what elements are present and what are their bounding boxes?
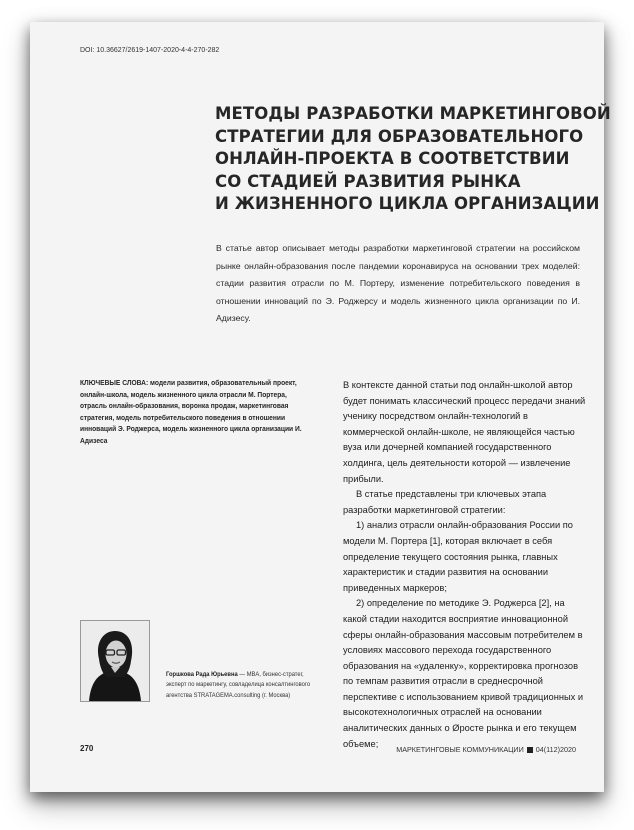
author-bio: — MBA, бизнес-стратег, эксперт по маркетингу, совладелица консалтингового агентства STRATAGEMA.consulting (г. Москва) bbox=[166, 671, 311, 699]
doi-label: DOI: 10.36627/2619-1407-2020-4-4-270-282 bbox=[80, 47, 220, 54]
body-paragraph: 2) определение по методике Э. Роджерса [2], на какой стадии находится восприятие инновационной сферы онлайн-образования массовым потребителем в условиях массового перехода государственного образования на «удаленку», корректировка прогнозов по темпам развития отрасли в среднесрочной перспективе с использованием кривой традиционных и высокотехнологичных отраслей на основании аналитических данных о Øросте рынка и его текущем объеме; bbox=[343, 598, 584, 749]
title-line: СО СТАДИЕЙ РАЗВИТИЯ РЫНКА bbox=[215, 171, 521, 191]
article-abstract: В статье автор описывает методы разработки маркетинговой стратегии на российском рынке онлайн-образования после пандемии коронавируса на основании трех моделей: стадии развития отрасли по М. Портеру, изменение потребительского поведения в отношении инноваций по Э. Роджерсу и модель жизненного цикла организации по И. Адизесу. bbox=[216, 243, 580, 323]
title-line: ОНЛАЙН-ПРОЕКТА В СООТВЕТСТВИИ bbox=[215, 149, 570, 168]
title-line: СТРАТЕГИИ ДЛЯ ОБРАЗОВАТЕЛЬНОГО bbox=[215, 126, 584, 146]
author-portrait-image bbox=[81, 621, 149, 701]
body-paragraph: 1) анализ отрасли онлайн-образования России по модели М. Портера [1], которая включает в себя определение текущего состояния рынка, главных характеристик и стадии развития на основании приведенных маркеров; bbox=[343, 520, 573, 593]
body-paragraph: В контексте данной статьи под онлайн-школой автор будет понимать классический процесс передачи знаний ученику посредством онлайн-технологий в коммерческой онлайн-школе, не являющейся частью вуза или дочерней компанией государственного холдинга, цель деятельности которой — извлечение прибыли. bbox=[343, 380, 586, 484]
body-paragraph: В статье представлены три ключевых этапа разработки маркетинговой стратегии: bbox=[343, 489, 547, 515]
title-line: И ЖИЗНЕННОГО ЦИКЛА ОРГАНИЗАЦИИ bbox=[215, 194, 600, 213]
journal-issue: 04(112)2020 bbox=[535, 745, 576, 754]
page-number: 270 bbox=[80, 744, 94, 753]
square-separator-icon bbox=[527, 747, 533, 753]
journal-footer bbox=[396, 745, 576, 754]
title-line: МЕТОДЫ РАЗРАБОТКИ МАРКЕТИНГОВОЙ bbox=[215, 104, 611, 123]
author-name: Горшкова Рада Юрьевна bbox=[166, 671, 238, 678]
article-body bbox=[343, 378, 587, 752]
keywords-block: КЛЮЧЕВЫЕ СЛОВА: модели развития, образовательный проект, онлайн-школа, модель жизненного цикла отрасли М. Портера, отрасль онлайн-образования, воронка продаж, маркетинговая стратегия, модель потребительского поведения в отношении инноваций Э. Роджерса, модель жизненного цикла организации И. Адизеса bbox=[80, 378, 302, 445]
article-title bbox=[215, 103, 611, 216]
journal-name: МАРКЕТИНГОВЫЕ КОММУНИКАЦИИ bbox=[396, 745, 524, 754]
author-info bbox=[166, 670, 318, 701]
journal-page bbox=[30, 22, 611, 792]
author-photo bbox=[80, 620, 150, 702]
